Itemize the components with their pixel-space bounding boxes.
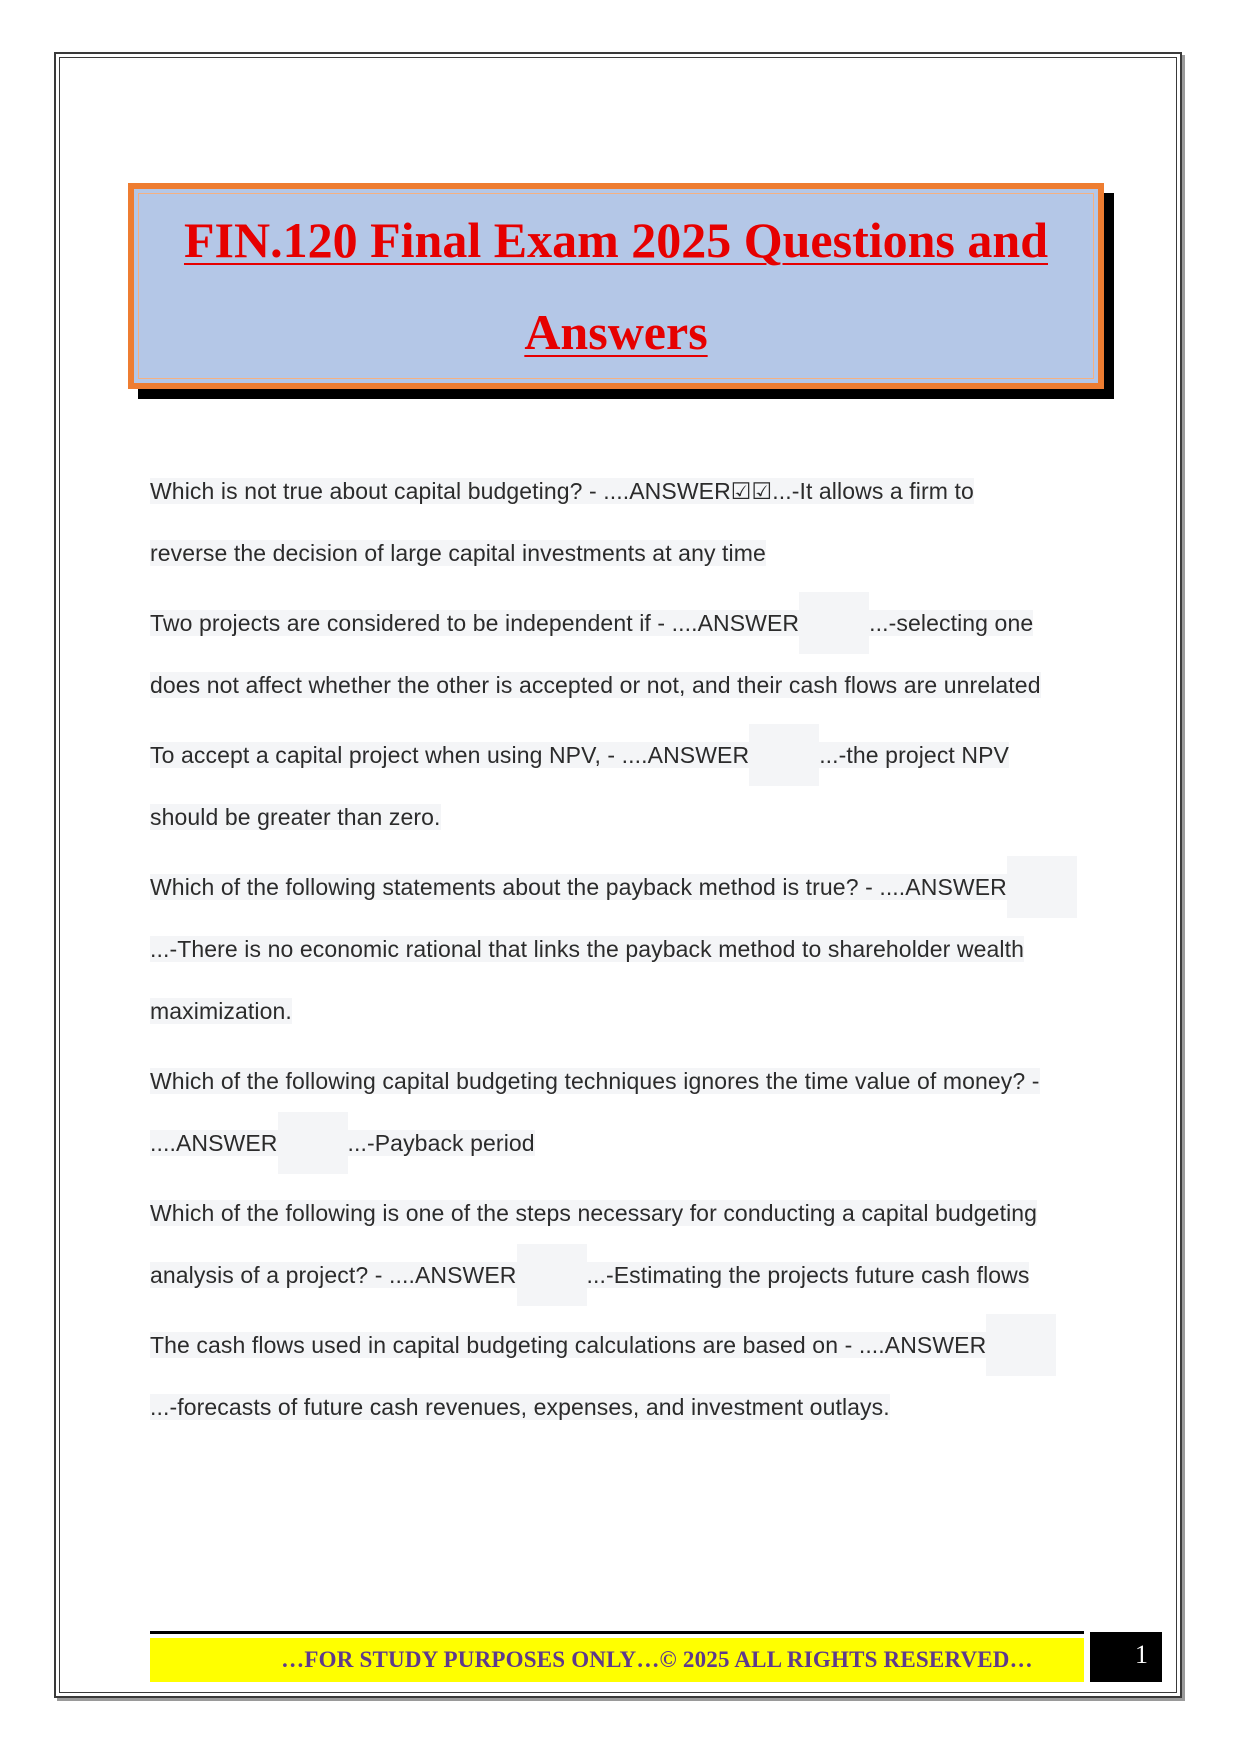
qa-item-1	[150, 460, 1080, 584]
qa-item-3	[150, 724, 1080, 848]
qa-item-7	[150, 1314, 1080, 1438]
question-7: The cash flows used in capital budgeting calculations are based on - ....ANSWER	[150, 1332, 987, 1358]
answer-gap	[799, 592, 869, 654]
answer-5: ...-Payback period	[347, 1130, 535, 1156]
answer-gap	[1007, 856, 1077, 918]
qa-item-4	[150, 856, 1080, 1042]
answer-7: ...-forecasts of future cash revenues, expenses, and investment outlays.	[150, 1394, 890, 1420]
answer-gap	[278, 1112, 348, 1174]
document-title-line-2: Answers	[524, 304, 708, 360]
footer-rule	[150, 1631, 1084, 1634]
answer-1: reverse the decision of large capital investments at any time	[150, 540, 766, 566]
question-1: Which is not true about capital budgeting? - ....ANSWER☑☑...-It allows a firm to	[150, 478, 974, 504]
answer-gap	[749, 724, 819, 786]
qa-item-5	[150, 1050, 1080, 1174]
question-6: Which of the following is one of the steps necessary for conducting a capital budgeting analysis of a project? - ....ANSWER	[150, 1200, 1038, 1288]
answer-3: ...-the project NPV should be greater than zero.	[150, 742, 1009, 830]
footer-bar	[150, 1638, 1084, 1682]
question-2: Two projects are considered to be independent if - ....ANSWER	[150, 610, 800, 636]
qa-item-2	[150, 592, 1080, 716]
question-4: Which of the following statements about the payback method is true? - ....ANSWER	[150, 874, 1007, 900]
title-box	[128, 183, 1104, 389]
answer-gap	[517, 1244, 587, 1306]
question-3: To accept a capital project when using NPV, - ....ANSWER	[150, 742, 750, 768]
answer-6: ...-Estimating the projects future cash flows	[586, 1262, 1030, 1288]
footer-text: …FOR STUDY PURPOSES ONLY…© 2025 ALL RIGHTS RESERVED…	[281, 1647, 1033, 1672]
document-title-line-1: FIN.120 Final Exam 2025 Questions and	[183, 212, 1048, 268]
answer-gap	[986, 1314, 1056, 1376]
question-5: Which of the following capital budgeting techniques ignores the time value of money? - ....ANSWER	[150, 1068, 1040, 1156]
page-number: 1	[1090, 1632, 1162, 1682]
qa-item-6	[150, 1182, 1080, 1306]
qa-content	[150, 460, 1080, 1446]
answer-2: ...-selecting one does not affect whether the other is accepted or not, and their cash flows are unrelated	[150, 610, 1041, 698]
answer-4: ...-There is no economic rational that links the payback method to shareholder wealth maximization.	[150, 936, 1025, 1024]
